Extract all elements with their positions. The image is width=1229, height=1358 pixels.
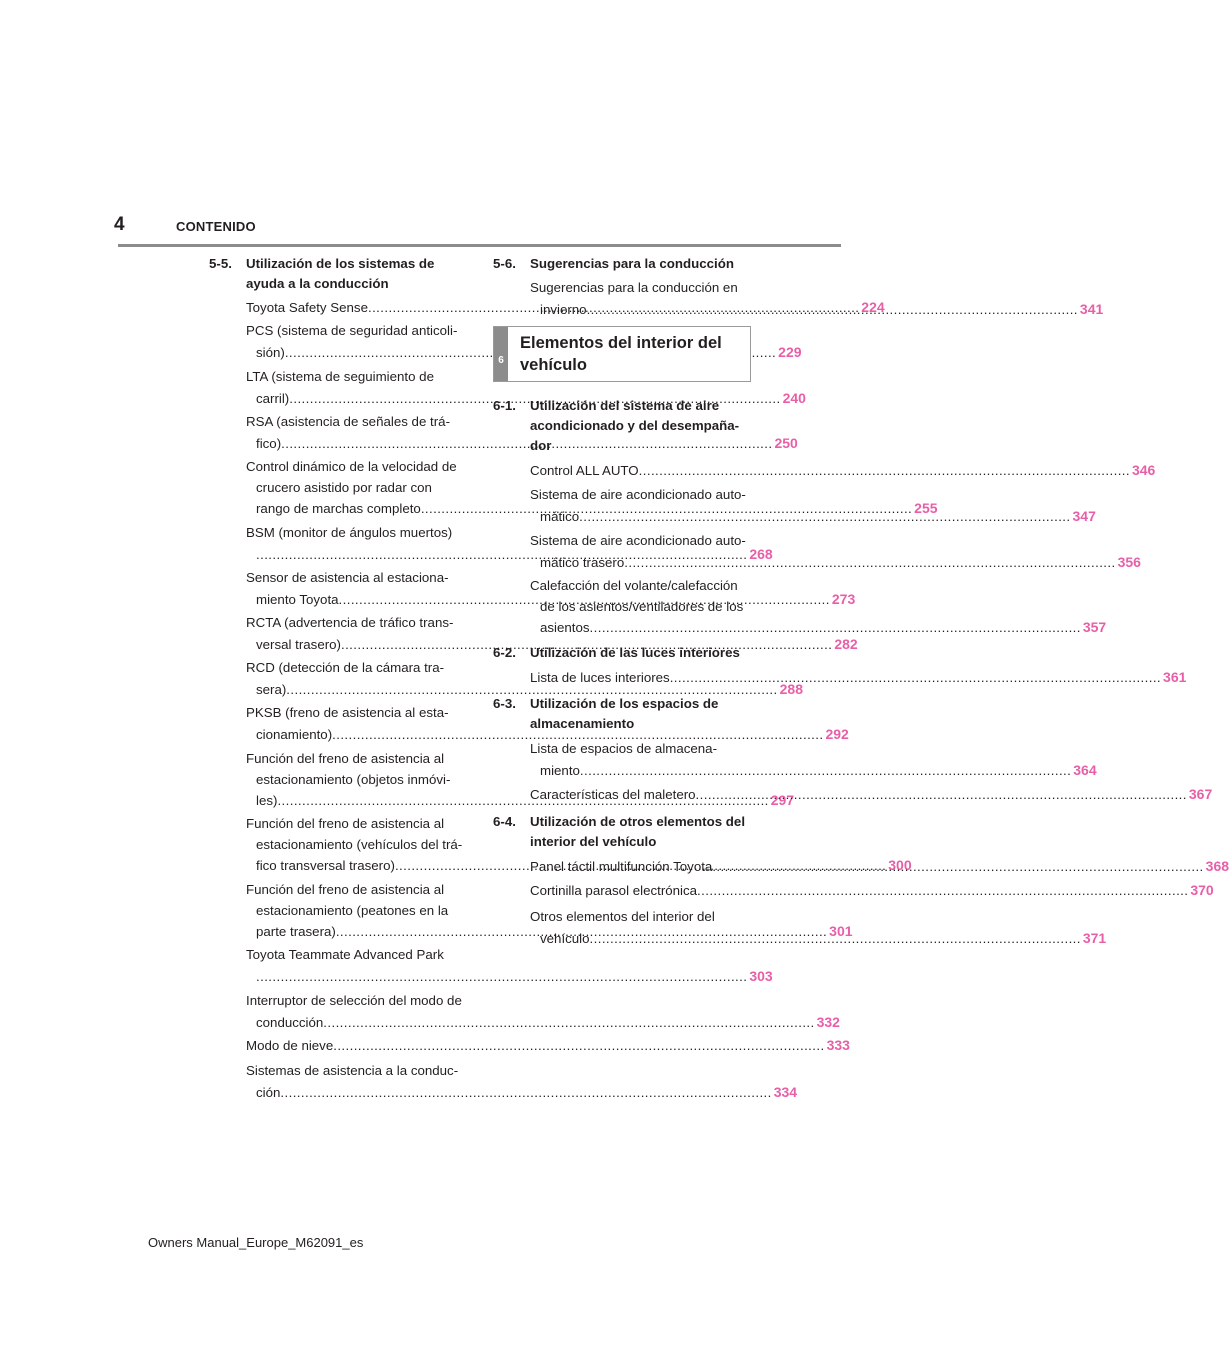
page-link[interactable]: 301: [829, 923, 853, 940]
section-number: 6-1.: [493, 398, 516, 413]
toc-entry[interactable]: [246, 945, 773, 987]
entry-line: Sistema de aire acondicionado auto-: [530, 533, 746, 548]
entry-line: Función del freno de asistencia al: [246, 882, 445, 897]
toc-entry[interactable]: [246, 1061, 798, 1103]
chapter-6-box[interactable]: [493, 326, 751, 382]
section-title-line: dor: [530, 438, 552, 453]
entry-line: crucero asistido por radar con: [256, 479, 432, 495]
chapter-tab: [494, 327, 508, 381]
page-link[interactable]: 347: [1072, 507, 1096, 524]
entry-line: de los asientos/ventiladores de los: [540, 598, 744, 614]
section-title-line: almacenamiento: [530, 716, 635, 731]
section-number: 6-2.: [493, 645, 516, 660]
entry-leader-line: [530, 760, 1097, 782]
leader-dots: [256, 969, 747, 984]
page-link[interactable]: 300: [888, 857, 912, 874]
section-title: [530, 643, 750, 663]
leader-dots: [624, 555, 1115, 570]
entry-text: versal trasero): [256, 636, 341, 652]
entry-text: conducción: [256, 1014, 324, 1030]
section-title: [530, 694, 750, 734]
page-link[interactable]: 303: [749, 967, 773, 984]
leader-dots: [590, 620, 1081, 635]
entry-line: Lista de espacios de almacena-: [530, 741, 718, 756]
entry-text: miento Toyota: [256, 591, 339, 607]
entry-line: Función del freno de asistencia al: [246, 816, 445, 831]
entry-leader-line: [246, 966, 773, 988]
section-title: [530, 812, 750, 852]
leader-dots: [697, 883, 1188, 898]
leader-dots: [579, 509, 1070, 524]
leader-dots: [333, 1038, 824, 1053]
entry-leader-line: [530, 617, 1107, 639]
entry-text: sera): [256, 681, 287, 697]
entry-line: Toyota Teammate Advanced Park: [246, 947, 444, 962]
entry-line: Control dinámico de la velocidad de: [246, 459, 457, 474]
page-link[interactable]: 255: [914, 500, 938, 517]
section-number: 5-5.: [209, 256, 232, 271]
page-link[interactable]: 224: [861, 299, 885, 315]
chapter-number: 6: [498, 355, 504, 366]
page-link[interactable]: 229: [778, 343, 802, 360]
entry-line: Sugerencias para la conducción en: [530, 280, 738, 295]
entry-text: ción: [256, 1084, 281, 1100]
entry-line: LTA (sistema de seguimiento de: [246, 369, 434, 384]
leader-dots: [712, 859, 1203, 874]
section-title-line: Utilización del sistema de aire: [530, 398, 720, 413]
section-number: 5-6.: [493, 256, 516, 271]
section-number: 6-4.: [493, 814, 516, 829]
entry-leader-line: [246, 1012, 840, 1034]
leader-dots: [323, 1015, 814, 1030]
entry-text: cionamiento): [256, 726, 333, 742]
page-link[interactable]: 292: [825, 725, 849, 742]
page-link[interactable]: 332: [816, 1013, 840, 1030]
toc-entry[interactable]: [530, 739, 1097, 781]
entry-line: Sistema de aire acondicionado auto-: [530, 487, 746, 502]
section-title-line: Utilización de las luces interiores: [530, 645, 740, 660]
entry-text: Características del maletero: [530, 787, 696, 802]
section-title-line: acondicionado y del desempaña-: [530, 418, 740, 433]
leader-dots: [670, 670, 1161, 685]
chapter-title: [520, 332, 722, 376]
toc-entry[interactable]: [530, 460, 1156, 482]
header-title: CONTENIDO: [176, 219, 256, 234]
page-link[interactable]: 240: [782, 389, 806, 406]
leader-dots: [639, 463, 1130, 478]
entry-text: invierno: [540, 301, 587, 317]
page-link[interactable]: 288: [779, 680, 803, 697]
entry-line: RCTA (advertencia de tráfico trans-: [246, 615, 454, 630]
entry-text: Modo de nieve: [246, 1038, 334, 1053]
entry-text: parte trasera): [256, 924, 336, 940]
entry-line: Función del freno de asistencia al: [246, 751, 445, 766]
entry-text: carril): [256, 390, 290, 406]
page-link[interactable]: 364: [1073, 761, 1097, 778]
entry-text: les): [256, 793, 278, 809]
page-link[interactable]: 341: [1079, 300, 1104, 317]
entry-line: Interruptor de selección del modo de: [246, 993, 462, 1008]
section-title-line: ayuda a la conducción: [246, 276, 389, 291]
entry-leader-line: [246, 1082, 798, 1104]
page-link[interactable]: 334: [773, 1083, 798, 1100]
page-link[interactable]: 333: [826, 1037, 850, 1053]
page-link[interactable]: 356: [1117, 553, 1141, 570]
section-title: [530, 396, 750, 456]
entry-line: RSA (asistencia de señales de trá-: [246, 414, 450, 429]
header-rule: [118, 244, 841, 247]
page-link[interactable]: 282: [834, 635, 858, 652]
footer-text: Owners Manual_Europe_M62091_es: [148, 1235, 364, 1250]
leader-dots: [280, 1085, 771, 1100]
page-link[interactable]: 346: [1131, 462, 1156, 478]
entry-leader-line: [530, 880, 1214, 902]
section-title: [246, 254, 466, 294]
section-title: [530, 254, 750, 274]
entry-text: mático: [540, 508, 580, 524]
page-link[interactable]: 273: [831, 590, 856, 607]
entry-text: sión): [256, 344, 285, 360]
entry-leader-line: [246, 1035, 850, 1057]
section-title-line: Utilización de los espacios de: [530, 696, 719, 711]
chapter-title-line: Elementos del interior del: [520, 334, 722, 352]
entry-line: Sensor de asistencia al estaciona-: [246, 570, 449, 585]
section-title-line: Utilización de los sistemas de: [246, 256, 435, 271]
entry-text: Panel táctil multifunción Toyota: [530, 859, 713, 874]
entry-text: Control ALL AUTO: [530, 463, 639, 478]
entry-leader-line: [246, 679, 803, 701]
page-link[interactable]: 370: [1190, 882, 1214, 898]
page-number: 4: [114, 214, 125, 235]
leader-dots: [580, 763, 1071, 778]
page-link[interactable]: 268: [749, 545, 773, 562]
entry-text: rango de marchas completo: [256, 501, 421, 517]
entry-line: Calefacción del volante/calefacción: [530, 578, 738, 593]
page-link[interactable]: 250: [774, 434, 798, 451]
section-title-line: interior del vehículo: [530, 834, 657, 849]
leader-dots: [696, 787, 1187, 802]
entry-text: vehículo: [540, 930, 590, 946]
page-link[interactable]: 367: [1188, 786, 1213, 802]
chapter-title-line: vehículo: [520, 356, 587, 374]
leader-dots: [590, 931, 1081, 946]
section-title-line: Sugerencias para la conducción: [530, 256, 734, 271]
entry-line: PCS (sistema de seguridad anticoli-: [246, 323, 458, 338]
page-link[interactable]: 371: [1082, 929, 1107, 946]
entry-line: estacionamiento (vehículos del trá-: [256, 836, 463, 852]
entry-text: mático trasero: [540, 554, 625, 570]
toc-entry[interactable]: [530, 880, 1214, 902]
entry-line: RCD (detección de la cámara tra-: [246, 660, 445, 675]
page-link[interactable]: 368: [1205, 858, 1229, 874]
toc-entry[interactable]: [246, 1035, 850, 1057]
page-link[interactable]: 297: [770, 792, 795, 809]
entry-text: asientos: [540, 620, 590, 636]
section-title-line: Utilización de otros elementos del: [530, 814, 746, 829]
entry-text: fico transversal trasero): [256, 858, 395, 874]
entry-text: Toyota Safety Sense: [246, 300, 368, 315]
entry-line: PKSB (freno de asistencia al esta-: [246, 705, 449, 720]
entry-text: Lista de luces interiores: [530, 670, 670, 685]
entry-line: BSM (monitor de ángulos muertos): [246, 525, 453, 540]
entry-line: estacionamiento (peatones en la: [256, 902, 449, 918]
page-link[interactable]: 357: [1082, 619, 1107, 636]
toc-entry[interactable]: [246, 991, 840, 1033]
entry-text: miento: [540, 762, 580, 778]
leader-dots: [587, 302, 1078, 317]
entry-text: Cortinilla parasol electrónica: [530, 883, 698, 898]
page-link[interactable]: 361: [1163, 669, 1187, 685]
entry-line: estacionamiento (objetos inmóvi-: [256, 771, 451, 787]
entry-line: Sistemas de asistencia a la conduc-: [246, 1063, 459, 1078]
entry-leader-line: [246, 724, 849, 746]
section-number: 6-3.: [493, 696, 516, 711]
entry-leader-line: [530, 460, 1156, 482]
entry-line: Otros elementos del interior del: [530, 909, 715, 924]
entry-text: fico): [256, 435, 282, 451]
